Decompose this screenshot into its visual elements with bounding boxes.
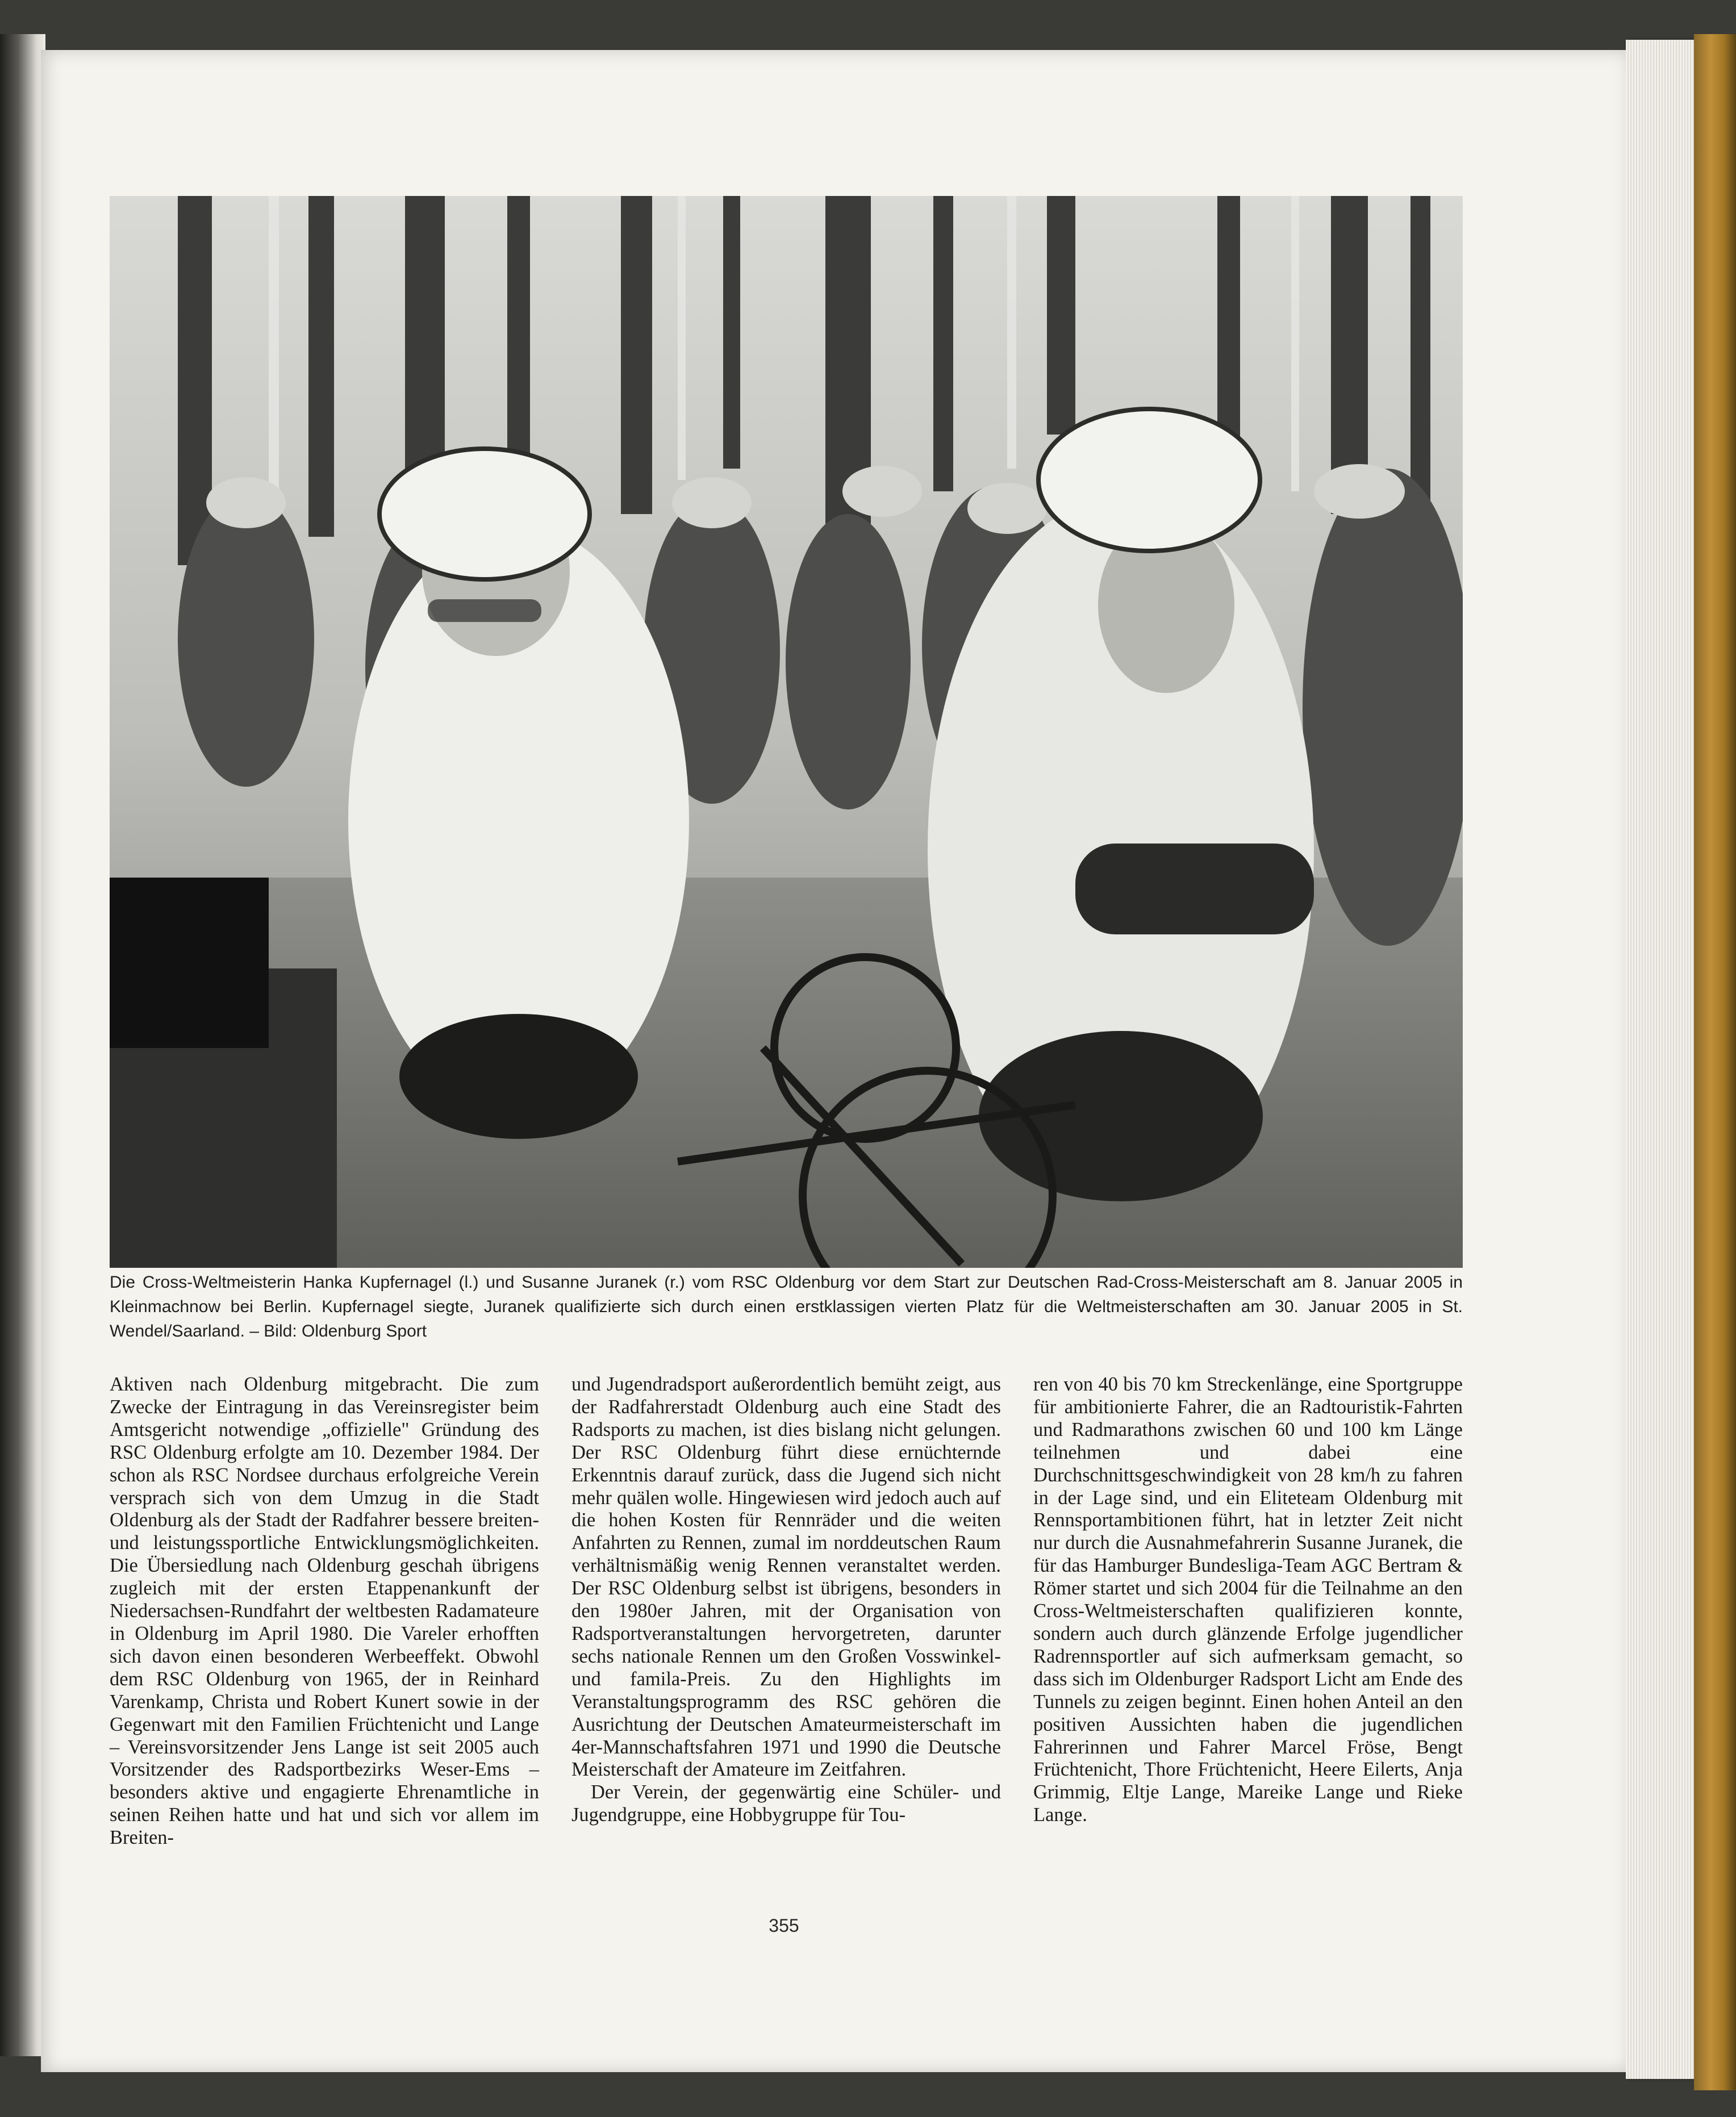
text-column-2 (571, 1373, 1001, 1873)
paragraph: und Jugendradsport außerordentlich bemüht zeigt, aus der Radfahrerstadt Oldenburg auch eine Stadt des Radsports zu machen, ist dies bislang nicht gelungen. Der RSC Oldenburg führt diese ernüchternde Erkenntnis darauf zurück, dass die Jugend sich nicht mehr quälen wolle. Hingewiesen wird jedoch auch auf die hohen Kosten für Rennräder und die weiten Anfahrten zu Rennen, zumal im norddeutschen Raum verhältnismäßig wenig Rennen veranstaltet werden. Der RSC Oldenburg selbst ist übrigens, besonders in den 1980er Jahren, mit der Organisation von Radsportveranstaltungen hervorgetreten, darunter sechs nationale Rennen um den Großen Vosswinkel- und famila-Preis. Zu den Highlights im Veranstaltungsprogramm des RSC gehören die Ausrichtung der Deutschen Amateurmeisterschaft im 4er-Mannschaftsfahren 1971 und 1990 die Deutsche Meisterschaft der Amateure im Zeitfahren. (571, 1373, 1001, 1781)
figure-caption: Die Cross-Weltmeisterin Hanka Kupfernagel (l.) und Susanne Juranek (r.) vom RSC Oldenburg vor dem Start zur Deutschen Rad-Cross-Meisterschaft am 8. Januar 2005 in Kleinmachnow bei Berlin. Kupfernagel siegte, Juranek qualifizierte sich durch einen erstklassigen vierten Platz für die Weltmeisterschaften am 30. Januar 2005 in St. Wendel/Saarland. – Bild: Oldenburg Sport (110, 1273, 1463, 1341)
paragraph: Der Verein, der gegenwärtig eine Schüler- und Jugendgruppe, eine Hobbygruppe für Tou- (571, 1781, 1001, 1826)
page-block-edge (1626, 40, 1694, 2079)
text-column-1 (110, 1373, 539, 1873)
page-number: 355 (769, 1915, 799, 1936)
body-text (110, 1373, 1463, 1873)
book-gutter-shadow (0, 34, 45, 2056)
text-column-3 (1033, 1373, 1463, 1873)
paragraph: Aktiven nach Oldenburg mitgebracht. Die zum Zwecke der Eintragung in das Vereinsregister beim Amtsgericht notwendige „offizielle" Gründung des RSC Oldenburg erfolgte am 10. Dezember 1984. Der schon als RSC Nordsee durchaus erfolgreiche Verein versprach sich von dem Umzug in die Stadt Oldenburg als der Stadt der Radfahrer bessere breiten- und leistungssportliche Entwicklungsmöglichkeiten. Die Übersiedlung nach Oldenburg geschah übrigens zugleich mit der ersten Etappenankunft der Niedersachsen-Rundfahrt der weltbesten Radamateure in Oldenburg im April 1980. Die Vareler erhofften sich davon einen besonderen Werbeeffekt. Obwohl dem RSC Oldenburg von 1965, der in Reinhard Varenkamp, Christa und Robert Kunert sowie in der Gegenwart mit den Familien Früchtenicht und Lange – Vereinsvorsitzender Jens Lange ist seit 2005 auch Vorsitzender des Radsportbezirks Weser-Ems – besonders aktive und engagierte Ehrenamtliche in seinen Reihen hatte und hat und sich vor allem im Breiten- (110, 1373, 539, 1849)
photo-cyclists (110, 196, 1463, 1268)
book-cover-edge (1694, 34, 1736, 2090)
photo-cyclists-icon (110, 196, 1463, 1268)
paragraph: ren von 40 bis 70 km Streckenlänge, eine Sportgruppe für ambitionierte Fahrer, die an Radtouristik-Fahrten und Radmarathons zwischen 60 und 100 km Länge teilnehmen und dabei eine Durchschnittsgeschwindigkeit von 28 km/h zu fahren in der Lage sind, und ein Eliteteam Oldenburg mit Rennsportambitionen führt, hat in letzter Zeit nicht nur durch die Ausnahmefahrerin Susanne Juranek, die für das Hamburger Bundesliga-Team AGC Bertram & Römer startet und sich 2004 für die Teilnahme an den Cross-Weltmeisterschaften qualifizieren konnte, sondern auch durch glänzende Erfolge jugendlicher Radrennsportler auf sich aufmerksam gemacht, so dass sich im Oldenburger Radsport Licht am Ende des Tunnels zu zeigen beginnt. Einen hohen Anteil an den positiven Aussichten haben die jugendlichen Fahrerinnen und Fahrer Marcel Fröse, Bengt Früchtenicht, Thore Früchtenicht, Heere Eilerts, Anja Grimmig, Eltje Lange, Mareike Lange und Rieke Lange. (1033, 1373, 1463, 1826)
